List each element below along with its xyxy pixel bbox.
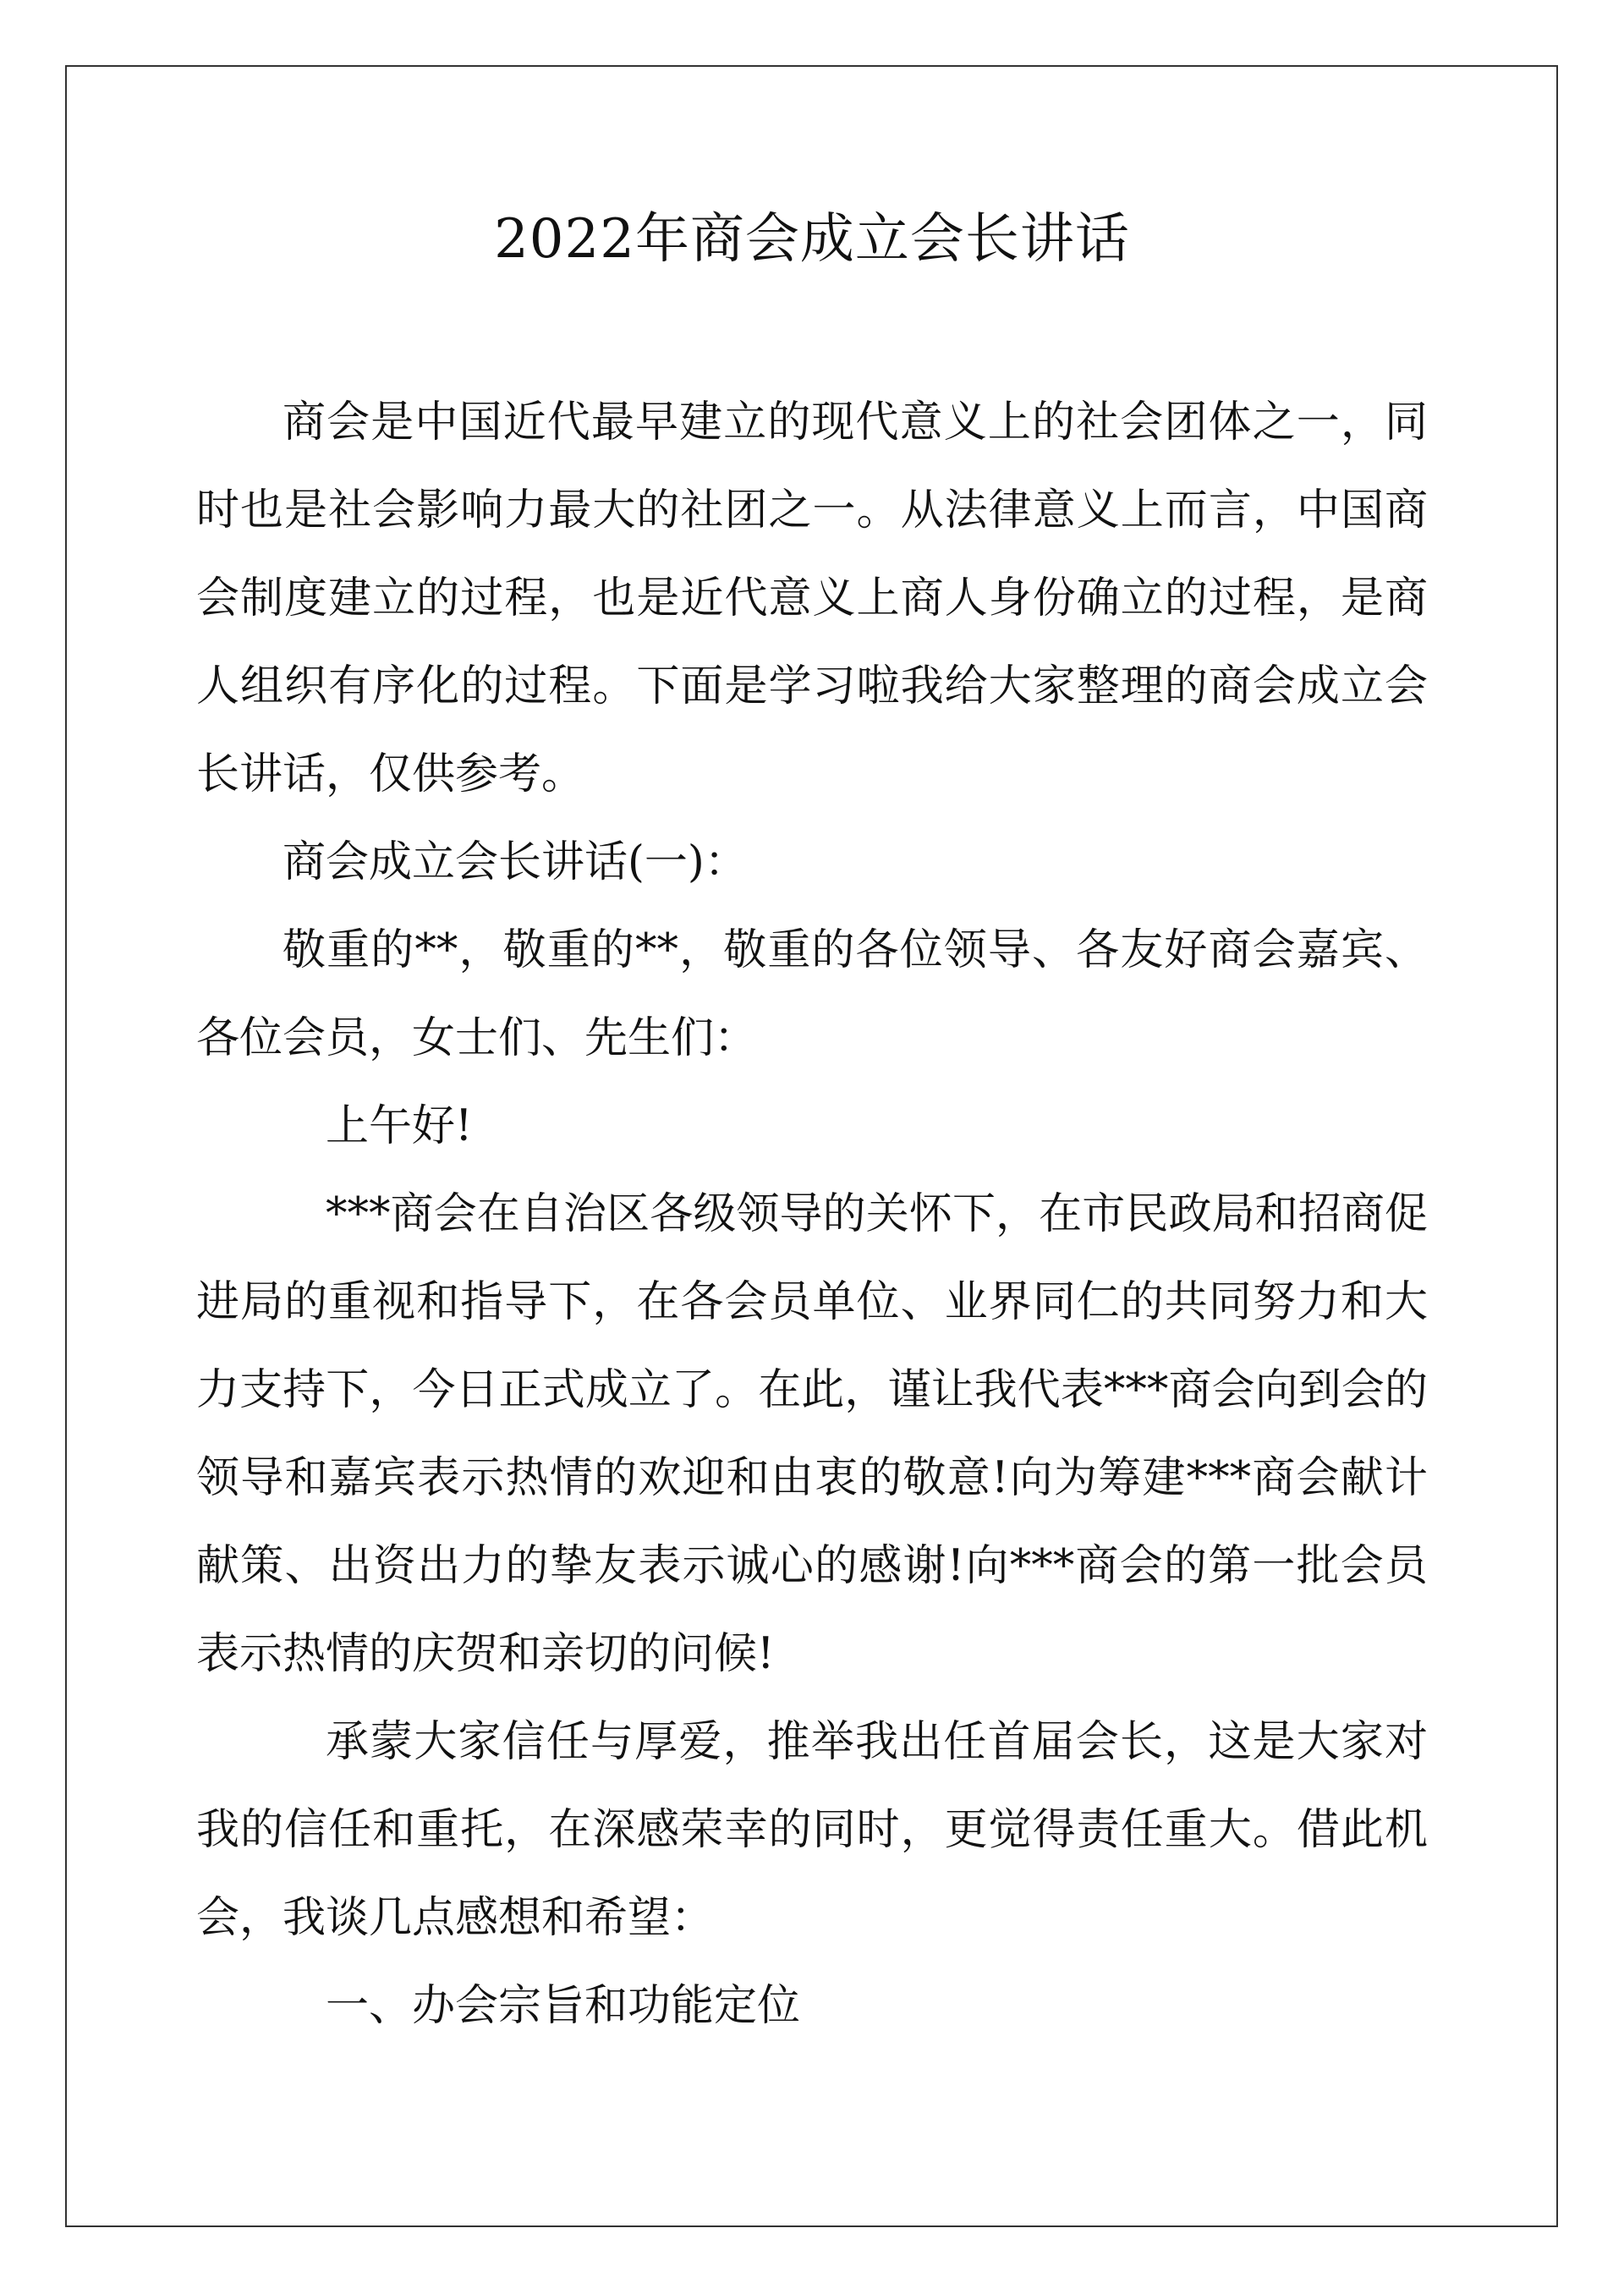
document-body bbox=[196, 379, 1428, 2050]
document-title: 2022年商会成立会长讲话 bbox=[494, 208, 1130, 271]
greeting-paragraph: 上午好! bbox=[326, 1101, 473, 1151]
intro-paragraph: 商会是中国近代最早建立的现代意义上的社会团体之一，同时也是社会影响力最大的社团之一。从法律意义上而言，中国商会制度建立的过程，也是近代意义上商人身份确立的过程，是商人组织有序化的过程。下面是学习啦我给大家整理的商会成立会长讲话，仅供参考。 bbox=[196, 398, 1428, 799]
body-paragraph: ***商会在自治区各级领导的关怀下，在市民政局和招商促进局的重视和指导下，在各会员单位、业界同仁的共同努力和大力支持下，今日正式成立了。在此，谨让我代表***商会向到会的领导和嘉宾表示热情的欢迎和由衷的敬意!向为筹建***商会献计献策、出资出力的挚友表示诚心的感谢!向***商会的第一批会员表示热情的庆贺和亲切的问候! bbox=[196, 1189, 1428, 1679]
subsection-heading: 一、办会宗旨和功能定位 bbox=[326, 1981, 801, 2031]
salutation-paragraph: 敬重的**，敬重的**，敬重的各位领导、各友好商会嘉宾、各位会员，女士们、先生们： bbox=[196, 925, 1428, 1063]
body-paragraph: 承蒙大家信任与厚爱，推举我出任首届会长，这是大家对我的信任和重托，在深感荣幸的同时，更觉得责任重大。借此机会，我谈几点感想和希望： bbox=[196, 1717, 1428, 1943]
section-heading: 商会成立会长讲话(一)： bbox=[283, 837, 748, 887]
